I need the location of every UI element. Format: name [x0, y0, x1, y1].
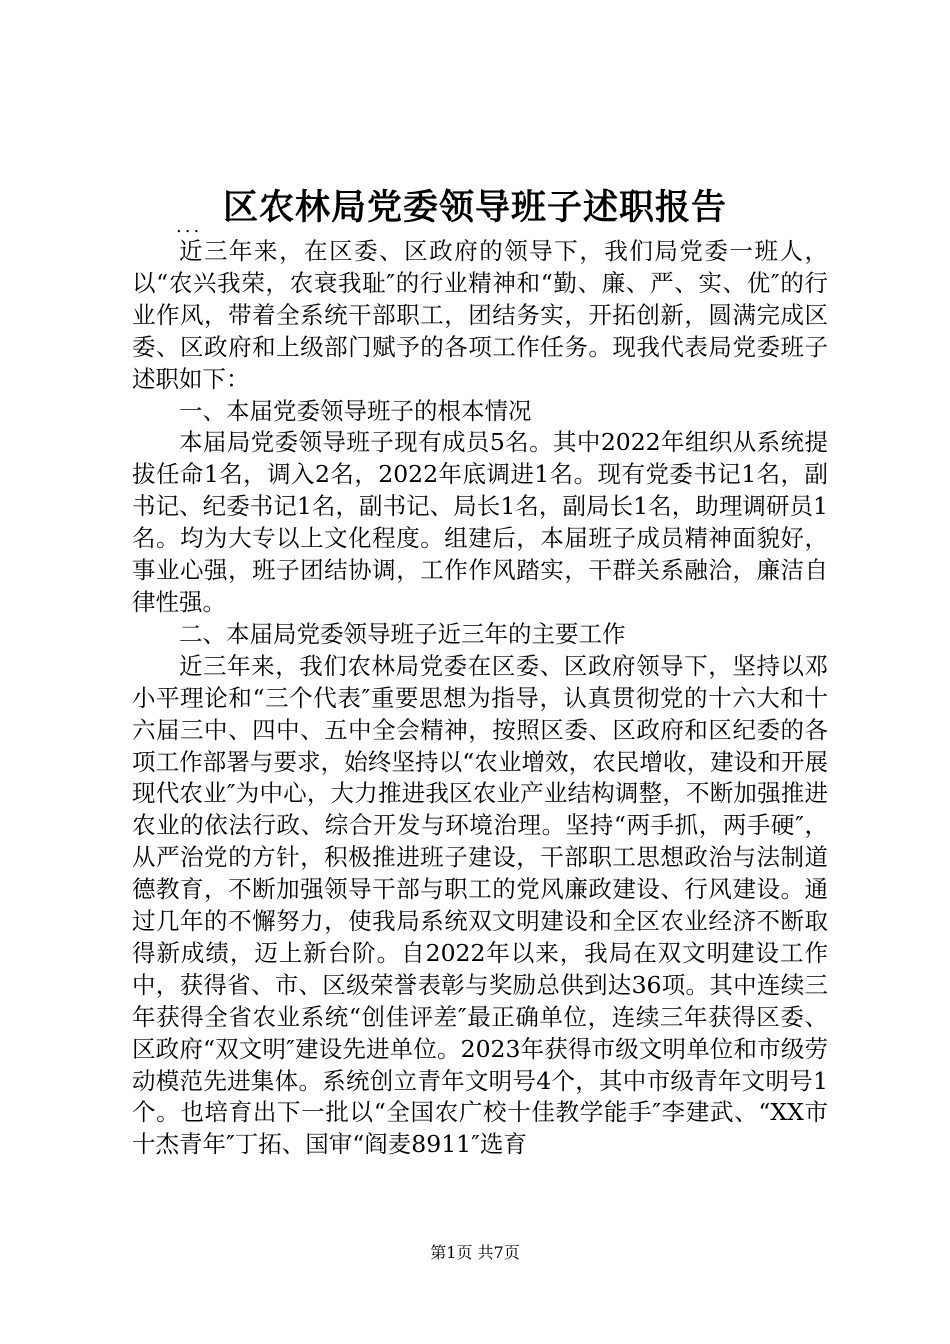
page-footer [0, 1241, 950, 1265]
paragraph-basic-situation: 本届局党委领导班子现有成员5名。其中2022年组织从系统提拔任命1名，调入2名，2022年底调进1名。现有党委书记1名，副书记、纪委书记1名，副书记、局长1名，副局长1名，助理调研员1名。均为大专以上文化程度。组建后，本届班子成员精神面貌好，事业心强，班子团结协调，工作作风踏实，干群关系融洽，廉洁自律性强。 [132, 428, 828, 616]
section-heading-1: 一、本届党委领导班子的根本情况 [179, 396, 532, 425]
document-title: 区农林局党委领导班子述职报告 [222, 187, 727, 228]
paragraph-main-work: 近三年来，我们农林局党委在区委、区政府领导下，坚持以邓小平理论和“三个代表″重要思想为指导，认真贯彻党的十六大和十六届三中、四中、五中全会精神，按照区委、区政府和区纪委的各项工作部署与要求，始终坚持以“农业增效，农民增收，建设和开展现代农业″为中心，大力推进我区农业产业结构调整，不断加强推进农业的依法行政、综合开发与环境治理。坚持“两手抓，两手硬″，从严治党的方针，积极推进班子建设，干部职工思想政治与法制道德教育，不断加强领导干部与职工的党风廉政建设、行风建设。通过几年的不懈努力，使我局系统双文明建设和全区农业经济不断取得新成绩，迈上新台阶。自2022年以来，我局在双文明建设工作中，获得省、市、区级荣誉表彰与奖励总供到达36项。其中连续三年获得全省农业系统“创佳评差″最正确单位，连续三年获得区委、区政府“双文明″建设先进单位。2023年获得市级文明单位和市级劳动模范先进集体。系统创立青年文明号4个，其中市级青年文明号1个。也培育出下一批以“全国农广校十佳教学能手″李建武、“XX市十杰青年″丁拓、国审“阎麦8911″选育 [132, 651, 828, 1159]
paragraph-intro: 近三年来，在区委、区政府的领导下，我们局党委一班人，以“农兴我荣，农衰我耻″的行业精神和“勤、廉、严、实、优″的行业作风，带着全系统干部职工，团结务实，开拓创新，圆满完成区委、区政府和上级部门赋予的各项工作任务。现我代表局党委班子述职如下： [132, 237, 828, 393]
page-number: 第1页 [430, 1243, 473, 1262]
section-heading-2: 二、本届局党委领导班子近三年的主要工作 [179, 619, 626, 648]
document-body [132, 236, 828, 1161]
page-total: 共7页 [477, 1243, 520, 1262]
ellipsis-marker: ... [176, 216, 203, 237]
